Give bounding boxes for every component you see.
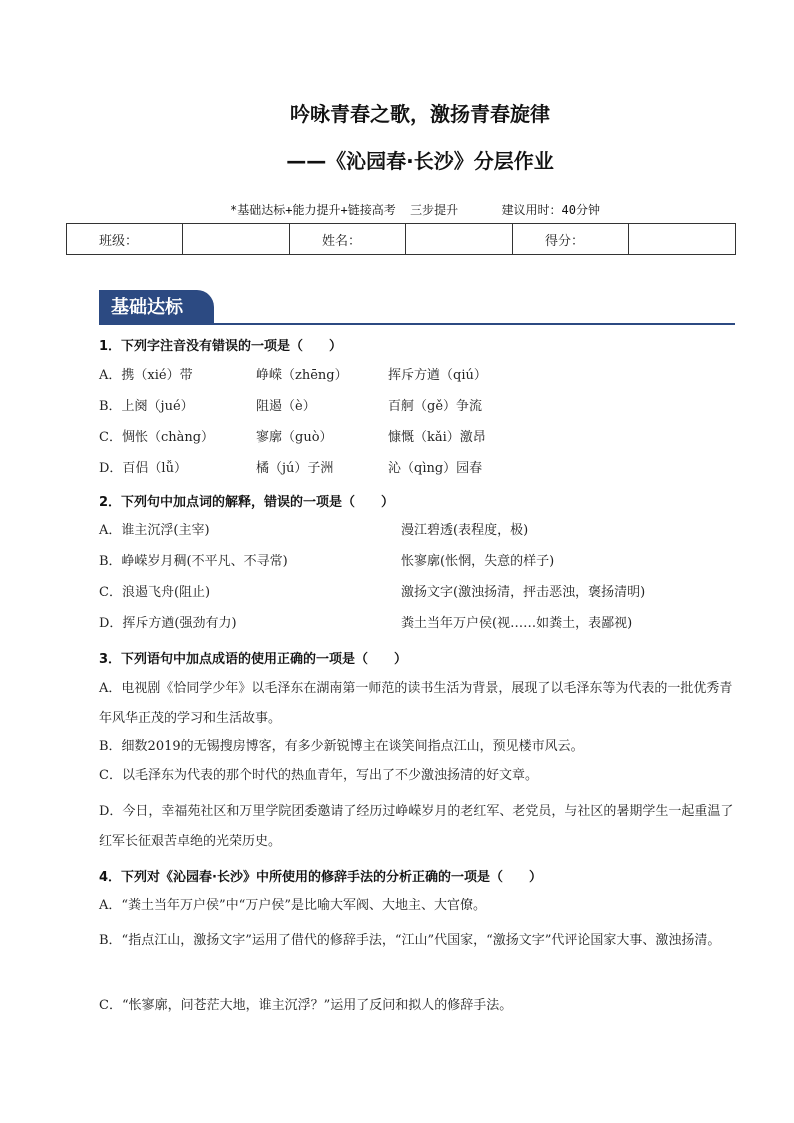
q2-option-d1: D．挥斥方遒(强劲有力) xyxy=(99,616,237,631)
q1-option-c3: 慷慨（kǎi）激昂 xyxy=(388,430,486,445)
page-title: 吟咏青春之歌，激扬青春旋律 xyxy=(290,102,550,126)
q2-option-d2: 粪土当年万户侯(视……如粪土，表鄙视) xyxy=(401,616,633,631)
question-1-stem: 1．下列字注音没有错误的一项是（ ） xyxy=(99,339,343,354)
q2-option-c2: 激扬文字(激浊扬清，抨击恶浊，褒扬清明) xyxy=(401,585,646,600)
student-info-table xyxy=(66,223,736,255)
q4-option-c: C．“怅寥廓，问苍茫大地，谁主沉浮？”运用了反问和拟人的修辞手法。 xyxy=(99,998,513,1013)
class-label: 班级： xyxy=(67,224,183,255)
q1-option-b3: 百舸（gě）争流 xyxy=(388,399,483,414)
q3-option-c: C．以毛泽东为代表的那个时代的热血青年，写出了不少激浊扬清的好文章。 xyxy=(99,768,538,783)
q1-option-d3: 沁（qìng）园春 xyxy=(388,461,483,476)
q1-option-b1: B．上阕（jué） xyxy=(99,399,194,414)
q4-option-a: A．“粪土当年万户侯”中“万户侯”是比喻大军阀、大地主、大官僚。 xyxy=(99,898,486,913)
q2-option-b1: B．峥嵘岁月稠(不平凡、不寻常) xyxy=(99,554,288,569)
assignment-info: *基础达标+能力提升+链接高考 三步提升 建议用时：40分钟 xyxy=(230,203,600,217)
section-divider xyxy=(99,323,735,325)
name-label: 姓名： xyxy=(289,224,405,255)
q4-option-b: B．“指点江山，激扬文字”运用了借代的修辞手法，“江山”代国家，“激扬文字”代评论国家大事、激浊扬清。 xyxy=(99,933,721,948)
q3-option-d: D．今日，幸福苑社区和万里学院团委邀请了经历过峥嵘岁月的老红军、老党员，与社区的暑期学生一起重温了红军长征艰苦卓绝的光荣历史。 xyxy=(99,804,734,849)
q3-option-a: A．电视剧《恰同学少年》以毛泽东在湖南第一师范的读书生活为背景，展现了以毛泽东等为代表的一批优秀青年风华正茂的学习和生活故事。 xyxy=(99,681,733,726)
question-4-stem: 4．下列对《沁园春·长沙》中所使用的修辞手法的分析正确的一项是（ ） xyxy=(99,870,542,885)
q1-option-d2: 橘（jú）子洲 xyxy=(256,461,334,476)
section-banner: 基础达标 xyxy=(99,290,214,325)
q3-option-b: B．细数2019的无锡搜房博客，有多少新锐博主在谈笑间指点江山，预见楼市风云。 xyxy=(99,739,584,754)
name-field[interactable] xyxy=(405,224,512,255)
q2-option-c1: C．浪遏飞舟(阻止) xyxy=(99,585,211,600)
question-2-stem: 2．下列句中加点词的解释，错误的一项是（ ） xyxy=(99,495,395,510)
q1-option-a3: 挥斥方遒（qiú） xyxy=(388,368,487,383)
q2-option-b2: 怅寥廓(怅惘，失意的样子) xyxy=(401,554,555,569)
q1-option-c2: 寥廓（guò） xyxy=(256,430,333,445)
q1-option-d1: D．百侣（lǚ） xyxy=(99,461,187,476)
score-label: 得分： xyxy=(512,224,628,255)
question-3-stem: 3．下列语句中加点成语的使用正确的一项是（ ） xyxy=(99,652,408,667)
q1-option-c1: C．惆怅（chàng） xyxy=(99,430,215,445)
q1-option-a2: 峥嵘（zhēng） xyxy=(256,368,348,383)
q1-option-a1: A．携（xié）带 xyxy=(99,368,193,383)
q2-option-a1: A．谁主沉浮(主宰) xyxy=(99,523,210,538)
q1-option-b2: 阻遏（è） xyxy=(256,399,316,414)
class-field[interactable] xyxy=(182,224,289,255)
score-field[interactable] xyxy=(628,224,735,255)
q2-option-a2: 漫江碧透(表程度，极) xyxy=(401,523,529,538)
page-subtitle: ——《沁园春·长沙》分层作业 xyxy=(286,149,554,173)
